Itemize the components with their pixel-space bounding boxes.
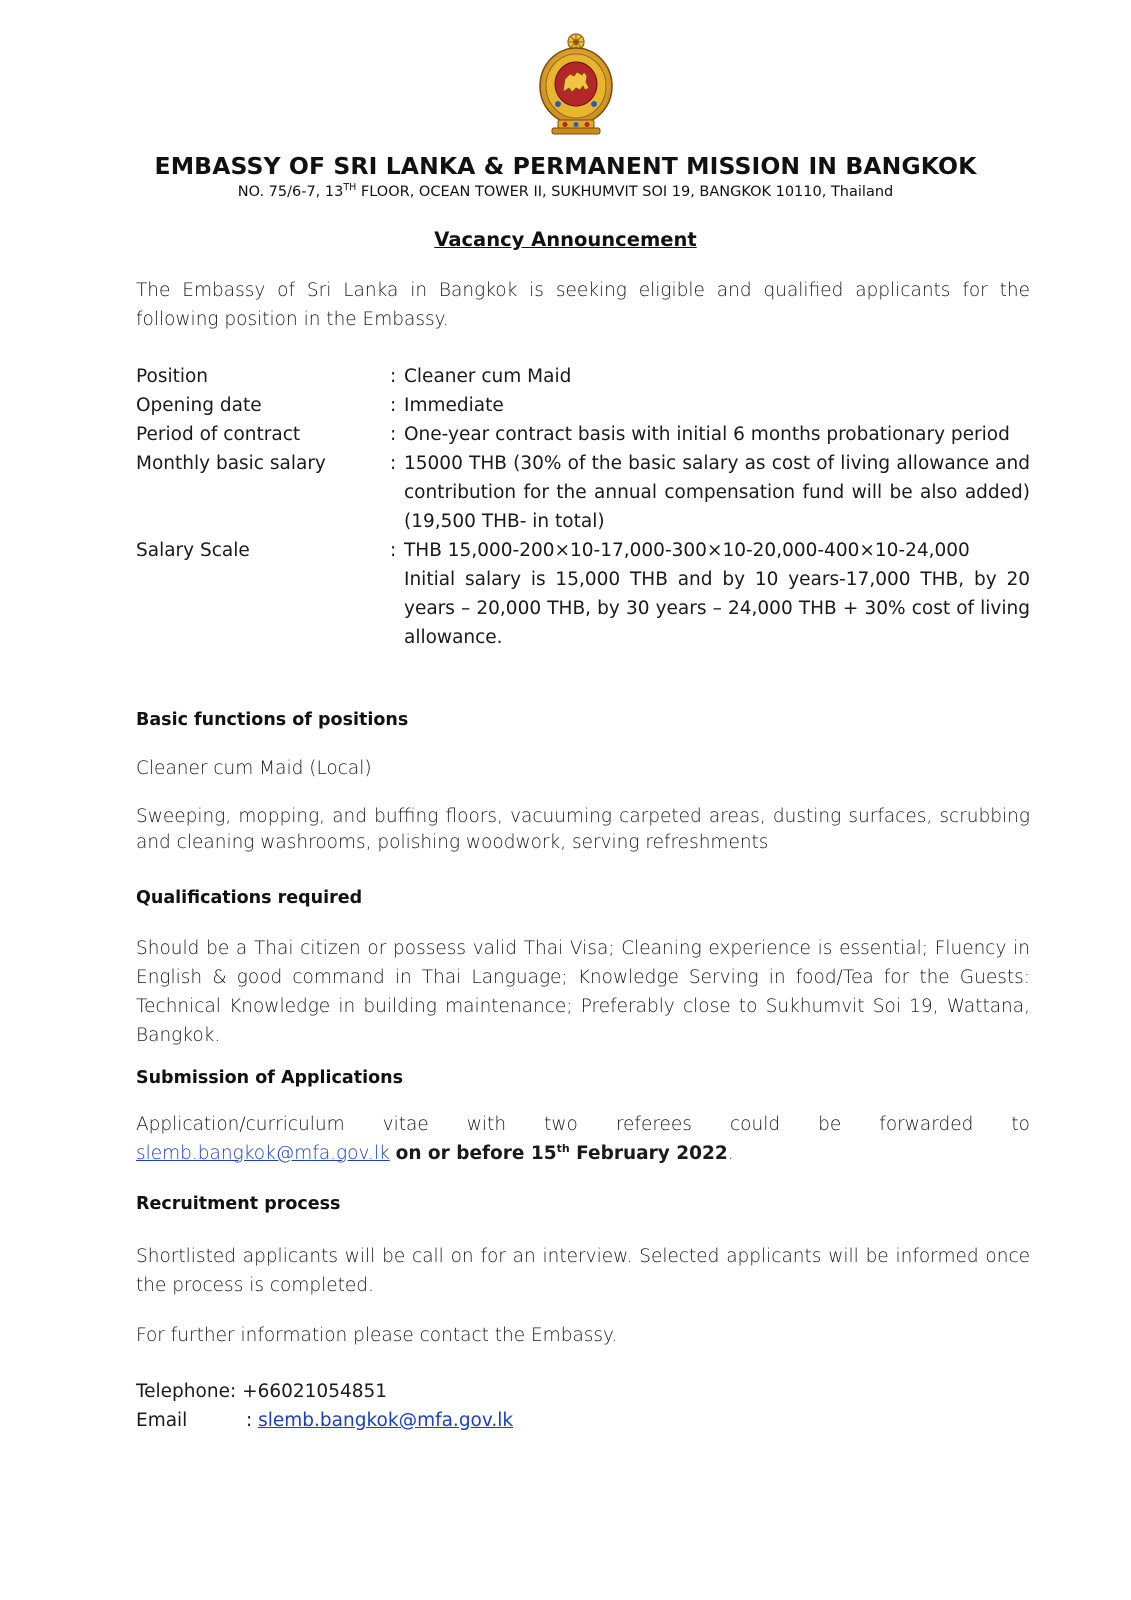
embassy-address — [0, 184, 1131, 200]
sri-lanka-emblem-icon — [536, 32, 616, 136]
submission-title: Submission of Applications — [136, 1068, 403, 1088]
functions-role: Cleaner cum Maid (Local) — [136, 758, 372, 779]
submission-email-link[interactable]: slemb.bangkok@mfa.gov.lk — [136, 1143, 390, 1164]
detail-row-salary-scale — [136, 536, 1030, 652]
intro-paragraph: The Embassy of Sri Lanka in Bangkok is seeking eligible and qualified applicants for the following position in the Embassy. — [136, 280, 1030, 330]
deadline-suffix: February 2022 — [569, 1143, 728, 1164]
qualifications-title: Qualifications required — [136, 888, 363, 908]
detail-row-monthly-salary — [136, 449, 1030, 536]
contract-period-value: One-year contract basis with initial 6 months probationary period — [404, 424, 1010, 445]
deadline-prefix: on or before 15 — [395, 1143, 557, 1164]
address-superscript: TH — [343, 182, 357, 193]
salary-scale-note: Initial salary is 15,000 THB and by 10 years-17,000 THB, by 20 years – 20,000 THB, by 30 years – 24,000 THB + 30% cost of living allowance. — [404, 569, 1030, 648]
contact-telephone — [136, 1377, 387, 1406]
submission-deadline — [396, 1143, 728, 1164]
detail-row-contract-period — [136, 420, 1030, 449]
contact-email-link[interactable]: slemb.bangkok@mfa.gov.lk — [258, 1410, 514, 1431]
telephone-label: Telephone: — [136, 1381, 237, 1402]
qualifications-text: Should be a Thai citizen or possess valid Thai Visa; Cleaning experience is essential; Fluency in English & good command in Thai Language; Knowledge Serving in food/Tea for the Guests: Technical Knowledge in building maintenance; Preferably close to Sukhumvit Soi 19, Wattana, Bangkok. — [136, 938, 1030, 1046]
recruitment-text: Shortlisted applicants will be call on for an interview. Selected applicants will be informed once the process is completed. — [136, 1246, 1030, 1296]
contact-email — [136, 1406, 513, 1435]
address-suffix: FLOOR, OCEAN TOWER II, SUKHUMVIT SOI 19, BANGKOK 10110, Thailand — [356, 184, 894, 200]
email-colon: : — [246, 1410, 253, 1431]
detail-colon: : — [390, 424, 397, 445]
telephone-value: +66021054851 — [242, 1381, 388, 1402]
salary-scale-label: Salary Scale — [136, 540, 250, 561]
detail-row-opening-date — [136, 391, 1030, 420]
email-label: Email — [136, 1410, 188, 1431]
detail-colon: : — [390, 395, 397, 416]
further-info-text: For further information please contact the Embassy. — [136, 1325, 618, 1346]
functions-title: Basic functions of positions — [136, 710, 409, 730]
salary-scale-value: THB 15,000-200×10-17,000-300×10-20,000-400×10-24,000 — [404, 540, 970, 561]
submission-text: Application/curriculum vitae with two referees could be forwarded to — [136, 1114, 1030, 1135]
position-details — [136, 362, 1030, 652]
monthly-salary-label: Monthly basic salary — [136, 453, 326, 474]
recruitment-title: Recruitment process — [136, 1194, 341, 1214]
address-prefix: NO. 75/6-7, 13 — [237, 184, 344, 200]
detail-colon: : — [390, 366, 397, 387]
deadline-period: . — [727, 1143, 734, 1164]
detail-colon: : — [390, 453, 397, 474]
functions-description: Sweeping, mopping, and buffing floors, vacuuming carpeted areas, dusting surfaces, scrubbing and cleaning washrooms, polishing woodwork, serving refreshments — [136, 806, 1030, 853]
vacancy-heading: Vacancy Announcement — [434, 228, 697, 251]
opening-date-label: Opening date — [136, 395, 262, 416]
position-value: Cleaner cum Maid — [404, 366, 572, 387]
deadline-superscript: th — [556, 1142, 570, 1155]
detail-row-position — [136, 362, 1030, 391]
submission-paragraph — [136, 1110, 1030, 1168]
detail-colon: : — [390, 540, 397, 561]
monthly-salary-value: 15000 THB (30% of the basic salary as cost of living allowance and contribution for the annual compensation fund will be also added) (19,500 THB- in total) — [404, 453, 1030, 532]
embassy-title: EMBASSY OF SRI LANKA & PERMANENT MISSION IN BANGKOK — [154, 152, 977, 180]
opening-date-value: Immediate — [404, 395, 504, 416]
position-label: Position — [136, 366, 209, 387]
contract-period-label: Period of contract — [136, 424, 301, 445]
